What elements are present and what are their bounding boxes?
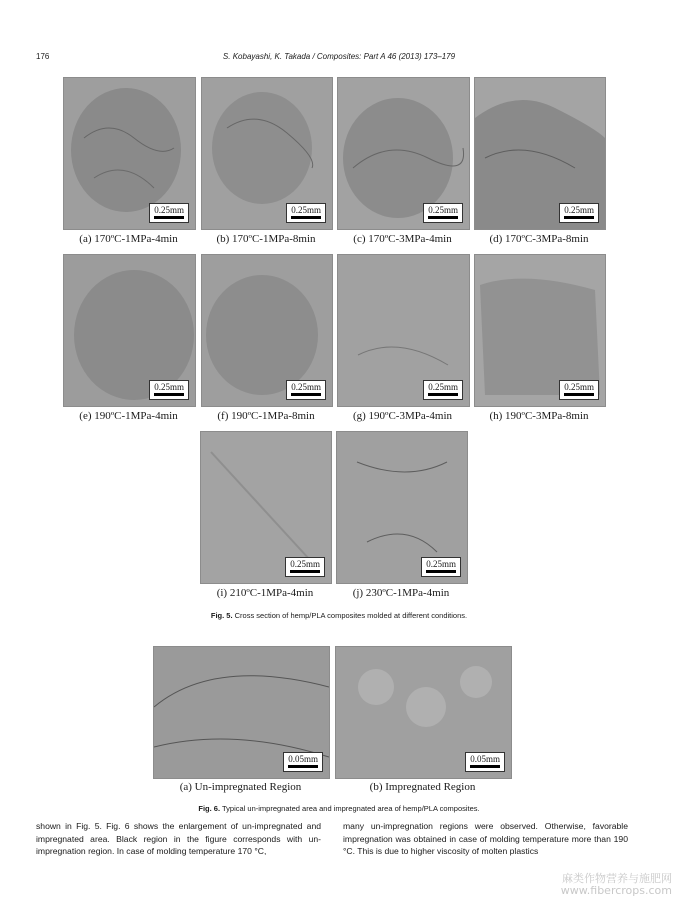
scale-bar: 0.25mm bbox=[423, 203, 463, 223]
scale-bar: 0.25mm bbox=[149, 203, 189, 223]
watermark-line-2: www.fibercrops.com bbox=[560, 884, 672, 897]
scale-bar: 0.25mm bbox=[286, 203, 326, 223]
fig6-caption-b: (b) Impregnated Region bbox=[369, 781, 476, 793]
fig5-caption-j: (j) 230ºC-1MPa-4min bbox=[352, 587, 450, 599]
page-header bbox=[36, 52, 642, 66]
fig5-caption-a: (a) 170ºC-1MPa-4min bbox=[79, 233, 178, 245]
scale-bar: 0.25mm bbox=[286, 380, 326, 400]
fig5-caption-h: (h) 190ºC-3MPa-8min bbox=[489, 410, 589, 422]
micrograph-e bbox=[63, 254, 196, 407]
micrograph-f bbox=[201, 254, 333, 407]
micrograph-g bbox=[337, 254, 470, 407]
micrograph-unimpregnated bbox=[153, 646, 330, 779]
micrograph-d bbox=[474, 77, 606, 230]
body-text-right: many un-impregnation regions were observed. Otherwise, favorable impregnation was obtained in case of molding temperature more than 190 °C. This is due to higher viscosity of molten plastics bbox=[343, 821, 628, 856]
running-head: S. Kobayashi, K. Takada / Composites: Part A 46 (2013) 173–179 bbox=[222, 52, 456, 61]
fig6-caption bbox=[0, 804, 678, 813]
fig6-caption-text: Typical un-impregnated area and impregnated area of hemp/PLA composites. bbox=[221, 804, 480, 813]
fig5-caption-c: (c) 170ºC-3MPa-4min bbox=[353, 233, 452, 245]
micrograph-c bbox=[337, 77, 470, 230]
micrograph-impregnated bbox=[335, 646, 512, 779]
fig5-caption-e: (e) 190ºC-1MPa-4min bbox=[79, 410, 178, 422]
micrograph-j bbox=[336, 431, 468, 584]
scale-bar: 0.25mm bbox=[149, 380, 189, 400]
scale-bar: 0.25mm bbox=[285, 557, 325, 577]
fig5-caption-d: (d) 170ºC-3MPa-8min bbox=[489, 233, 589, 245]
page-number: 176 bbox=[36, 52, 50, 61]
fig5-label: Fig. 5. bbox=[210, 611, 233, 620]
body-text-left: shown in Fig. 5. Fig. 6 shows the enlargement of un-impregnated and impregnated area. Black region in the figure corresponds with un-impregnation region. In case of molding temperature 170 °C, bbox=[36, 821, 321, 856]
scale-bar: 0.25mm bbox=[559, 203, 599, 223]
micrograph-a bbox=[63, 77, 196, 230]
scale-bar: 0.25mm bbox=[423, 380, 463, 400]
fig5-caption-f: (f) 190ºC-1MPa-8min bbox=[217, 410, 315, 422]
scale-bar: 0.25mm bbox=[421, 557, 461, 577]
fig6-caption-a: (a) Un-impregnated Region bbox=[179, 781, 302, 793]
scale-bar: 0.05mm bbox=[283, 752, 323, 772]
fig6-label: Fig. 6. bbox=[198, 804, 221, 813]
watermark-line-1: 麻类作物营养与施肥网 bbox=[562, 872, 672, 885]
scale-bar: 0.05mm bbox=[465, 752, 505, 772]
fig5-caption-g: (g) 190ºC-3MPa-4min bbox=[352, 410, 453, 422]
fig5-caption-i: (i) 210ºC-1MPa-4min bbox=[216, 587, 314, 599]
fig5-caption-text: Cross section of hemp/PLA composites molded at different conditions. bbox=[234, 611, 468, 620]
micrograph-h bbox=[474, 254, 606, 407]
micrograph-b bbox=[201, 77, 333, 230]
fig5-caption-b: (b) 170ºC-1MPa-8min bbox=[216, 233, 316, 245]
fig5-caption bbox=[0, 611, 678, 620]
scale-bar: 0.25mm bbox=[559, 380, 599, 400]
micrograph-i bbox=[200, 431, 332, 584]
watermark bbox=[561, 873, 672, 897]
